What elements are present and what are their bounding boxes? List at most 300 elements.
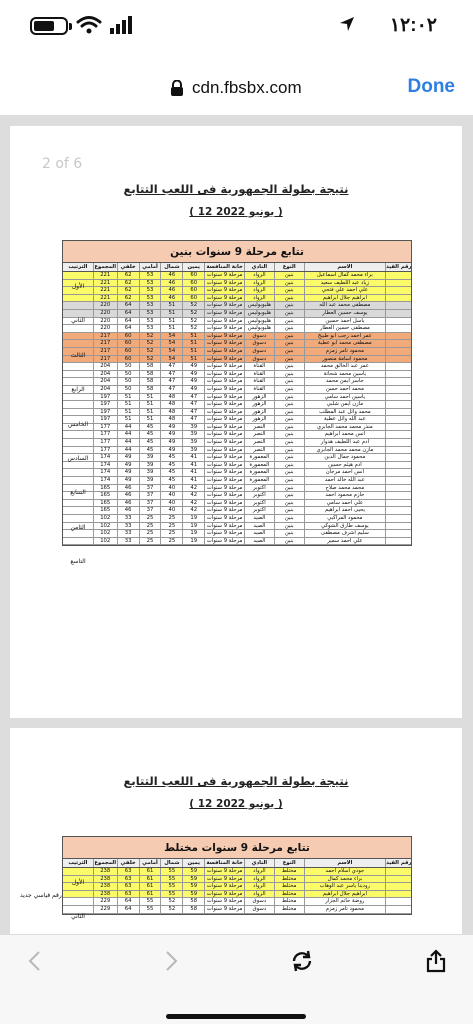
- score-cell: 177: [93, 439, 117, 446]
- club-cell: الزهور: [244, 394, 274, 401]
- club-cell: دسوق: [244, 333, 274, 340]
- gender-cell: بنين: [274, 469, 304, 476]
- name-cell: عمر أحمد رجب أبو طبيخ: [304, 333, 386, 340]
- score-cell: 40: [160, 507, 182, 514]
- score-cell: 44: [117, 447, 139, 454]
- results-table: [62, 836, 412, 921]
- score-cell: 238: [93, 876, 117, 883]
- id-cell: [385, 409, 411, 416]
- score-cell: 53: [139, 272, 161, 279]
- score-cell: 51: [117, 416, 139, 423]
- id-cell: [385, 507, 411, 514]
- score-cell: 46: [160, 287, 182, 294]
- stage-cell: مرحلة 9 سنوات: [204, 363, 244, 370]
- score-cell: 44: [117, 439, 139, 446]
- score-cell: 229: [93, 898, 117, 905]
- browser-url-bar: [0, 50, 473, 116]
- score-cell: 51: [160, 302, 182, 309]
- gender-cell: بنين: [274, 485, 304, 492]
- score-cell: 46: [117, 507, 139, 514]
- name-cell: زياد عبد اللطيف سعيد: [304, 280, 386, 287]
- back-chevron-icon[interactable]: [24, 949, 48, 973]
- rank-cell-blank: [63, 340, 93, 347]
- table-row: [63, 318, 411, 326]
- score-cell: 63: [117, 883, 139, 890]
- id-cell: [385, 447, 411, 454]
- stage-cell: مرحلة 9 سنوات: [204, 295, 244, 302]
- score-cell: 177: [93, 431, 117, 438]
- header-cell: أمامي: [139, 263, 161, 271]
- club-cell: الصيد: [244, 530, 274, 537]
- score-cell: 165: [93, 507, 117, 514]
- score-cell: 47: [182, 416, 204, 423]
- url-text: cdn.fbsbx.com: [192, 78, 302, 97]
- table-row: [63, 447, 411, 455]
- rank-cell-blank: [63, 469, 93, 476]
- gender-cell: بنين: [274, 325, 304, 332]
- name-cell: باسل أحمد حسين: [304, 318, 386, 325]
- header-cell: خانة المنافسة: [204, 263, 244, 271]
- name-cell: ياسين أحمد سامي: [304, 394, 386, 401]
- gender-cell: بنين: [274, 302, 304, 309]
- club-cell: دسوق: [244, 906, 274, 913]
- id-cell: [385, 416, 411, 423]
- stage-cell: مرحلة 9 سنوات: [204, 424, 244, 431]
- document-date: ( 12 يونيو 2022 ): [189, 206, 283, 218]
- lock-icon: [170, 80, 184, 96]
- table-row: [63, 431, 411, 439]
- club-cell: الرواد: [244, 891, 274, 898]
- score-cell: 63: [117, 891, 139, 898]
- club-cell: أكتوبر: [244, 485, 274, 492]
- score-cell: 54: [160, 340, 182, 347]
- score-cell: 165: [93, 500, 117, 507]
- name-cell: رودينا ياسر عبد الوهاب: [304, 883, 386, 890]
- id-cell: [385, 439, 411, 446]
- score-cell: 25: [139, 523, 161, 530]
- id-cell: [385, 492, 411, 499]
- gender-cell: بنين: [274, 287, 304, 294]
- rank-label: الخامس: [67, 420, 89, 428]
- pdf-viewer[interactable]: [0, 116, 473, 934]
- stage-cell: مرحلة 9 سنوات: [204, 492, 244, 499]
- score-cell: 46: [117, 485, 139, 492]
- battery-tip: [69, 23, 72, 30]
- id-cell: [385, 424, 411, 431]
- score-cell: 19: [182, 523, 204, 530]
- club-cell: النصر: [244, 424, 274, 431]
- score-cell: 39: [182, 424, 204, 431]
- stage-cell: مرحلة 9 سنوات: [204, 538, 244, 545]
- bottom-toolbar: [0, 934, 473, 1024]
- score-cell: 197: [93, 401, 117, 408]
- stage-cell: مرحلة 9 سنوات: [204, 310, 244, 317]
- id-cell: [385, 378, 411, 385]
- score-cell: 58: [139, 371, 161, 378]
- score-cell: 51: [160, 310, 182, 317]
- gender-cell: بنين: [274, 371, 304, 378]
- header-cell: يمين: [182, 263, 204, 271]
- table-row: [63, 530, 411, 538]
- score-cell: 45: [160, 454, 182, 461]
- rank-cell-blank: [63, 530, 93, 537]
- score-cell: 238: [93, 868, 117, 875]
- rank-label: الثالث: [70, 351, 86, 359]
- table-row: [63, 378, 411, 386]
- rank-cell-blank: [63, 447, 93, 454]
- gender-cell: بنين: [274, 409, 304, 416]
- table-row: [63, 302, 411, 310]
- score-cell: 46: [117, 492, 139, 499]
- gender-cell: بنين: [274, 378, 304, 385]
- id-cell: [385, 348, 411, 355]
- table-row: [63, 868, 411, 876]
- name-cell: حازم محمود أحمد: [304, 492, 386, 499]
- club-cell: الرواد: [244, 295, 274, 302]
- page-indicator: 2 of 6: [42, 156, 83, 172]
- score-cell: 25: [160, 515, 182, 522]
- id-cell: [385, 515, 411, 522]
- id-cell: [385, 333, 411, 340]
- table-row: [63, 295, 411, 303]
- gender-cell: بنين: [274, 333, 304, 340]
- score-cell: 25: [160, 530, 182, 537]
- score-cell: 58: [139, 386, 161, 393]
- table-row: [63, 883, 411, 891]
- score-cell: 220: [93, 318, 117, 325]
- rank-label: الثاني: [71, 913, 85, 921]
- score-cell: 37: [139, 492, 161, 499]
- score-cell: 51: [139, 401, 161, 408]
- club-cell: أكتوبر: [244, 492, 274, 499]
- status-bar: [0, 0, 473, 50]
- document-title: نتيجة بطولة الجمهورية فى اللعب التتابع: [123, 774, 349, 788]
- score-cell: 217: [93, 340, 117, 347]
- score-cell: 44: [117, 424, 139, 431]
- score-cell: 58: [139, 363, 161, 370]
- id-cell: [385, 477, 411, 484]
- table-row: [63, 424, 411, 432]
- score-cell: 54: [160, 348, 182, 355]
- score-cell: 102: [93, 515, 117, 522]
- table-row: [63, 485, 411, 493]
- header-cell: النادي: [244, 859, 274, 867]
- table-row: [63, 454, 411, 462]
- score-cell: 59: [182, 868, 204, 875]
- score-cell: 53: [139, 295, 161, 302]
- table-row: [63, 462, 411, 470]
- table-row: [63, 348, 411, 356]
- header-cell: خانة المنافسة: [204, 859, 244, 867]
- name-cell: محمد محمد صلاح: [304, 485, 386, 492]
- name-cell: مصطفى محمد أبو عطية: [304, 340, 386, 347]
- stage-cell: مرحلة 9 سنوات: [204, 416, 244, 423]
- stage-cell: مرحلة 9 سنوات: [204, 898, 244, 905]
- stage-cell: مرحلة 9 سنوات: [204, 318, 244, 325]
- name-cell: روضة حاتم الجزار: [304, 898, 386, 905]
- url-display[interactable]: [170, 78, 302, 98]
- score-cell: 197: [93, 416, 117, 423]
- header-cell: الترتيب: [68, 264, 88, 270]
- id-cell: [385, 523, 411, 530]
- gender-cell: بنين: [274, 538, 304, 545]
- rank-cell-blank: [63, 477, 93, 484]
- header-cell: المجموع: [94, 860, 117, 866]
- club-cell: النصر: [244, 439, 274, 446]
- table-row: [63, 363, 411, 371]
- score-cell: 40: [160, 492, 182, 499]
- forward-chevron-icon[interactable]: [158, 949, 182, 973]
- gender-cell: بنين: [274, 523, 304, 530]
- score-cell: 49: [160, 447, 182, 454]
- club-cell: الصيد: [244, 515, 274, 522]
- club-cell: المعمورة: [244, 462, 274, 469]
- stage-cell: مرحلة 9 سنوات: [204, 386, 244, 393]
- score-cell: 49: [182, 371, 204, 378]
- name-cell: علي أحمد سمير: [304, 538, 386, 545]
- name-cell: يحيى أحمد ابراهيم: [304, 507, 386, 514]
- stage-cell: مرحلة 9 سنوات: [204, 409, 244, 416]
- status-time: ١٢:٠٢: [389, 15, 437, 36]
- table-row: [63, 272, 411, 280]
- table-title: تتابع مرحلة 9 سنوات بنين: [63, 241, 411, 263]
- table-header: [63, 859, 411, 868]
- stage-cell: مرحلة 9 سنوات: [204, 447, 244, 454]
- score-cell: 51: [182, 356, 204, 363]
- score-cell: 40: [160, 500, 182, 507]
- club-cell: الرواد: [244, 287, 274, 294]
- rank-cell-blank: [63, 462, 93, 469]
- table-row: [63, 394, 411, 402]
- score-cell: 64: [117, 302, 139, 309]
- club-cell: دسوق: [244, 340, 274, 347]
- table-row: [63, 515, 411, 523]
- pdf-page-2: [10, 126, 462, 718]
- stage-cell: مرحلة 9 سنوات: [204, 485, 244, 492]
- id-cell: [385, 302, 411, 309]
- score-cell: 197: [93, 394, 117, 401]
- header-cell: يمين: [182, 859, 204, 867]
- score-cell: 45: [139, 431, 161, 438]
- gender-cell: مختلط: [274, 883, 304, 890]
- score-cell: 52: [139, 356, 161, 363]
- club-cell: دسوق: [244, 348, 274, 355]
- stage-cell: مرحلة 9 سنوات: [204, 325, 244, 332]
- stage-cell: مرحلة 9 سنوات: [204, 280, 244, 287]
- score-cell: 61: [139, 868, 161, 875]
- share-icon[interactable]: [424, 949, 448, 973]
- club-cell: القناة: [244, 363, 274, 370]
- table-row: [63, 906, 411, 914]
- id-cell: [385, 876, 411, 883]
- stage-cell: مرحلة 9 سنوات: [204, 891, 244, 898]
- rank-cell-blank: [63, 363, 93, 370]
- score-cell: 49: [182, 386, 204, 393]
- header-cell: رقم القيد: [386, 264, 411, 270]
- stage-cell: مرحلة 9 سنوات: [204, 431, 244, 438]
- score-cell: 25: [160, 538, 182, 545]
- score-cell: 55: [160, 883, 182, 890]
- id-cell: [385, 287, 411, 294]
- rank-label: السابع: [70, 489, 86, 497]
- stage-cell: مرحلة 9 سنوات: [204, 439, 244, 446]
- header-cell: النوع: [274, 263, 304, 271]
- gender-cell: بنين: [274, 280, 304, 287]
- stage-cell: مرحلة 9 سنوات: [204, 401, 244, 408]
- gender-cell: بنين: [274, 401, 304, 408]
- score-cell: 49: [160, 439, 182, 446]
- score-cell: 204: [93, 386, 117, 393]
- score-cell: 165: [93, 492, 117, 499]
- score-cell: 49: [160, 424, 182, 431]
- header-cell: الاسم: [304, 263, 386, 271]
- score-cell: 64: [117, 310, 139, 317]
- rank-cell-blank: [63, 371, 93, 378]
- rank-cell-blank: [63, 302, 93, 309]
- table-row: [63, 523, 411, 531]
- score-cell: 102: [93, 523, 117, 530]
- name-cell: محمود تامر زمزم: [304, 348, 386, 355]
- club-cell: الصيد: [244, 538, 274, 545]
- score-cell: 45: [139, 447, 161, 454]
- gender-cell: بنين: [274, 356, 304, 363]
- rank-cell-blank: [63, 295, 93, 302]
- id-cell: [385, 386, 411, 393]
- score-cell: 39: [182, 439, 204, 446]
- score-cell: 51: [182, 348, 204, 355]
- score-cell: 45: [160, 477, 182, 484]
- id-cell: [385, 891, 411, 898]
- stage-cell: مرحلة 9 سنوات: [204, 477, 244, 484]
- stage-cell: مرحلة 9 سنوات: [204, 356, 244, 363]
- table-body: [63, 868, 411, 914]
- score-cell: 220: [93, 302, 117, 309]
- table-row: [63, 340, 411, 348]
- rank-cell-blank: [63, 507, 93, 514]
- score-cell: 50: [117, 378, 139, 385]
- club-cell: الرواد: [244, 868, 274, 875]
- done-button[interactable]: Done: [407, 76, 455, 97]
- rank-cell-blank: [63, 325, 93, 332]
- rank-label: الأول: [71, 878, 85, 886]
- rank-cell-blank: [63, 515, 93, 522]
- table-row: [63, 325, 411, 333]
- score-cell: 55: [160, 891, 182, 898]
- score-cell: 60: [182, 287, 204, 294]
- name-cell: مازن محمد محمد الجابري: [304, 447, 386, 454]
- score-cell: 39: [139, 454, 161, 461]
- score-cell: 52: [160, 906, 182, 913]
- name-cell: محمود المراكبي: [304, 515, 386, 522]
- name-cell: يوسف حسين العطار: [304, 310, 386, 317]
- table-row: [63, 507, 411, 515]
- score-cell: 238: [93, 891, 117, 898]
- reload-icon[interactable]: [290, 949, 314, 973]
- score-cell: 52: [182, 325, 204, 332]
- stage-cell: مرحلة 9 سنوات: [204, 454, 244, 461]
- score-cell: 37: [139, 500, 161, 507]
- id-cell: [385, 469, 411, 476]
- score-cell: 39: [139, 477, 161, 484]
- score-cell: 39: [139, 462, 161, 469]
- table-row: [63, 287, 411, 295]
- score-cell: 51: [117, 394, 139, 401]
- score-cell: 102: [93, 530, 117, 537]
- score-cell: 204: [93, 378, 117, 385]
- score-cell: 53: [139, 318, 161, 325]
- table-row: [63, 310, 411, 318]
- score-cell: 177: [93, 447, 117, 454]
- header-cell: خلفي: [117, 859, 139, 867]
- rank-label: الثاني: [71, 317, 85, 325]
- header-cell: خلفي: [117, 263, 139, 271]
- rank-cell-blank: [63, 401, 93, 408]
- score-cell: 52: [139, 348, 161, 355]
- score-cell: 52: [160, 898, 182, 905]
- header-cell: الترتيب: [68, 860, 88, 866]
- header-cell: شمال: [160, 859, 182, 867]
- score-cell: 49: [117, 462, 139, 469]
- score-cell: 49: [117, 477, 139, 484]
- score-cell: 45: [139, 439, 161, 446]
- score-cell: 37: [139, 485, 161, 492]
- gender-cell: بنين: [274, 310, 304, 317]
- rank-cell-blank: [63, 431, 93, 438]
- score-cell: 51: [139, 409, 161, 416]
- id-cell: [385, 325, 411, 332]
- score-cell: 51: [117, 409, 139, 416]
- id-cell: [385, 431, 411, 438]
- score-cell: 19: [182, 530, 204, 537]
- id-cell: [385, 868, 411, 875]
- score-cell: 53: [139, 280, 161, 287]
- stage-cell: مرحلة 9 سنوات: [204, 876, 244, 883]
- score-cell: 47: [182, 409, 204, 416]
- score-cell: 41: [182, 469, 204, 476]
- stage-cell: مرحلة 9 سنوات: [204, 302, 244, 309]
- name-cell: عمر عبد الخالق محمد: [304, 363, 386, 370]
- gender-cell: مختلط: [274, 906, 304, 913]
- score-cell: 48: [160, 409, 182, 416]
- rank-cell-blank: [63, 891, 93, 898]
- score-cell: 25: [139, 515, 161, 522]
- name-cell: آدم عبد اللطيف هدوار: [304, 439, 386, 446]
- stage-cell: مرحلة 9 سنوات: [204, 883, 244, 890]
- id-cell: [385, 530, 411, 537]
- club-cell: الزهور: [244, 401, 274, 408]
- table-row: [63, 469, 411, 477]
- score-cell: 63: [117, 868, 139, 875]
- score-cell: 55: [139, 898, 161, 905]
- score-cell: 40: [160, 485, 182, 492]
- table-body: [63, 272, 411, 545]
- rank-cell-blank: [63, 439, 93, 446]
- gender-cell: بنين: [274, 363, 304, 370]
- club-cell: هليوبوليس: [244, 302, 274, 309]
- score-cell: 58: [139, 378, 161, 385]
- score-cell: 52: [139, 340, 161, 347]
- table-row: [63, 891, 411, 899]
- score-cell: 41: [182, 462, 204, 469]
- name-cell: جاسر أيمن محمد: [304, 378, 386, 385]
- gender-cell: بنين: [274, 386, 304, 393]
- score-cell: 53: [139, 302, 161, 309]
- score-cell: 51: [182, 340, 204, 347]
- gender-cell: بنين: [274, 515, 304, 522]
- table-row: [63, 416, 411, 424]
- score-cell: 39: [182, 431, 204, 438]
- score-cell: 47: [160, 371, 182, 378]
